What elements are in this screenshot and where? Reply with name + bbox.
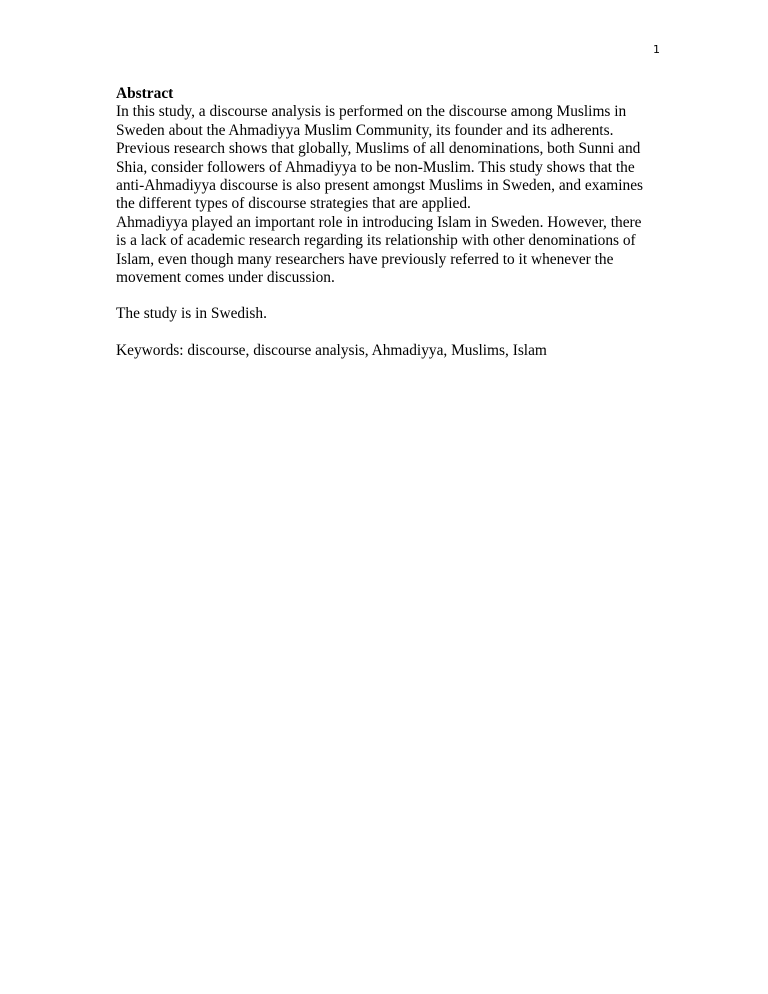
- keywords-line: Keywords: discourse, discourse analysis, Ahmadiyya, Muslims, Islam: [116, 341, 547, 359]
- abstract-paragraph-2: Ahmadiyya played an important role in introducing Islam in Sweden. However, there is a lack of academic research regarding its relationship with other denominations of Islam, even though many researchers have previously referred to it whenever the movement comes under discussion.: [116, 213, 642, 287]
- abstract-heading: Abstract: [116, 85, 174, 102]
- abstract-paragraph-1: In this study, a discourse analysis is performed on the discourse among Muslims in Sweden about the Ahmadiyya Muslim Community, its founder and its adherents. Previous research shows that globally, Muslims of all denominations, both Sunni and Shia, consider followers of Ahmadiyya to be non-Muslim. This study shows that the anti-Ahmadiyya discourse is also present amongst Muslims in Sweden, and examines the different types of discourse strategies that are applied.: [116, 103, 644, 213]
- abstract-section: [116, 85, 651, 360]
- page-number: 1: [653, 43, 660, 56]
- language-note: The study is in Swedish.: [116, 305, 267, 323]
